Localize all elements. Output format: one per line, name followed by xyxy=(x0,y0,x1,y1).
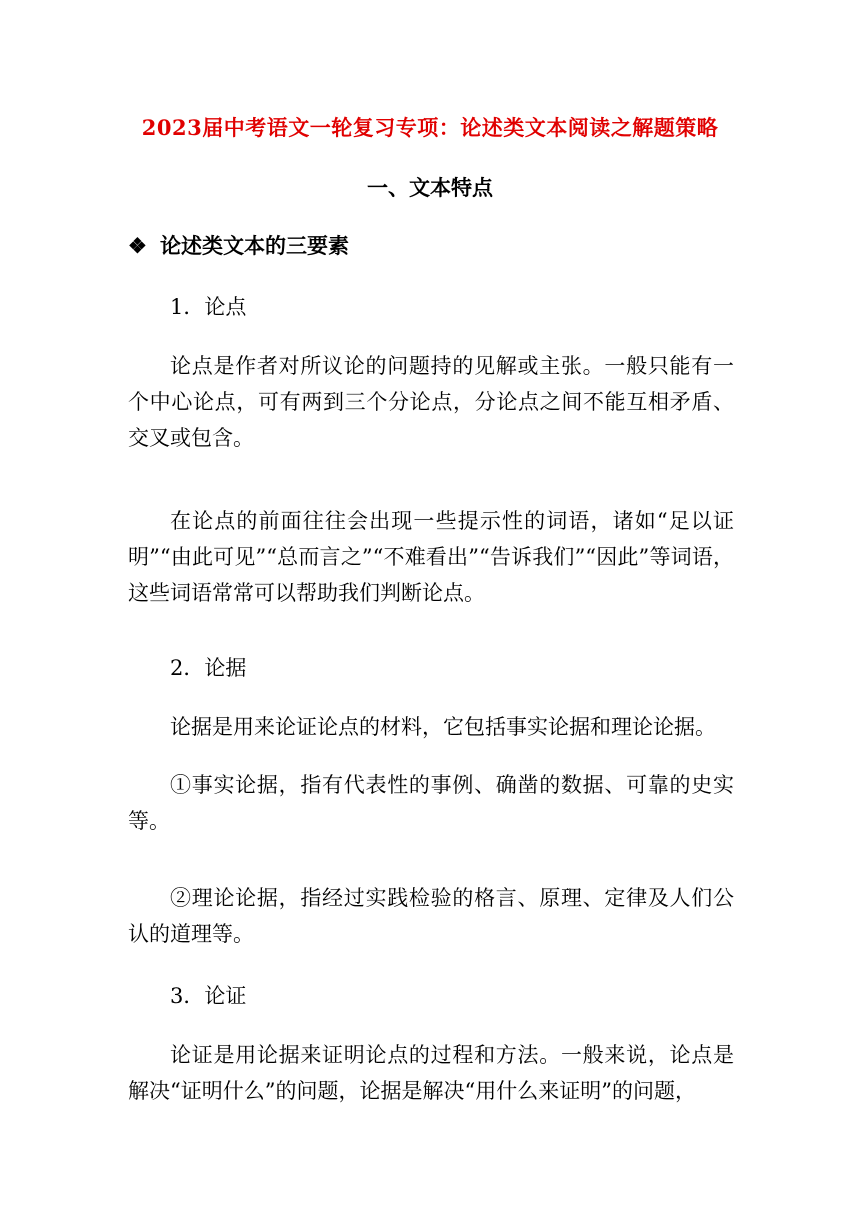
paragraph-argument-definition: 论点是作者对所议论的问题持的见解或主张。一般只能有一个中心论点，可有两到三个分论点，分论点之间不能互相矛盾、交叉或包含。 xyxy=(128,354,734,450)
subhead-argument: 1．论点 xyxy=(170,295,247,319)
bullet-heading-text: 论述类文本的三要素 xyxy=(160,233,349,258)
section-heading: 一、文本特点 xyxy=(367,175,493,200)
subhead-demonstration: 3．论证 xyxy=(170,984,247,1008)
document-title: 2023届中考语文一轮复习专项：论述类文本阅读之解题策略 xyxy=(141,115,719,140)
paragraph-argument-hints: 在论点的前面往往会出现一些提示性的词语，诸如“足以证明”“由此可见”“总而言之”“不难看出”“告诉我们”“因此”等词语，这些词语常常可以帮助我们判断论点。 xyxy=(128,509,734,605)
diamond-bullet-icon: ❖ xyxy=(128,233,147,258)
subhead-evidence: 2．论据 xyxy=(170,656,247,680)
paragraph-evidence-definition: 论据是用来论证论点的材料，它包括事实论据和理论论据。 xyxy=(170,715,716,739)
paragraph-theory-evidence: ②理论论据，指经过实践检验的格言、原理、定律及人们公认的道理等。 xyxy=(128,886,734,946)
paragraph-demonstration-definition: 论证是用论据来证明论点的过程和方法。一般来说，论点是解决“证明什么”的问题，论据是解决“用什么来证明”的问题， xyxy=(128,1043,734,1103)
paragraph-fact-evidence: ①事实论据，指有代表性的事例、确凿的数据、可靠的史实等。 xyxy=(128,773,734,833)
bullet-heading xyxy=(128,230,349,262)
